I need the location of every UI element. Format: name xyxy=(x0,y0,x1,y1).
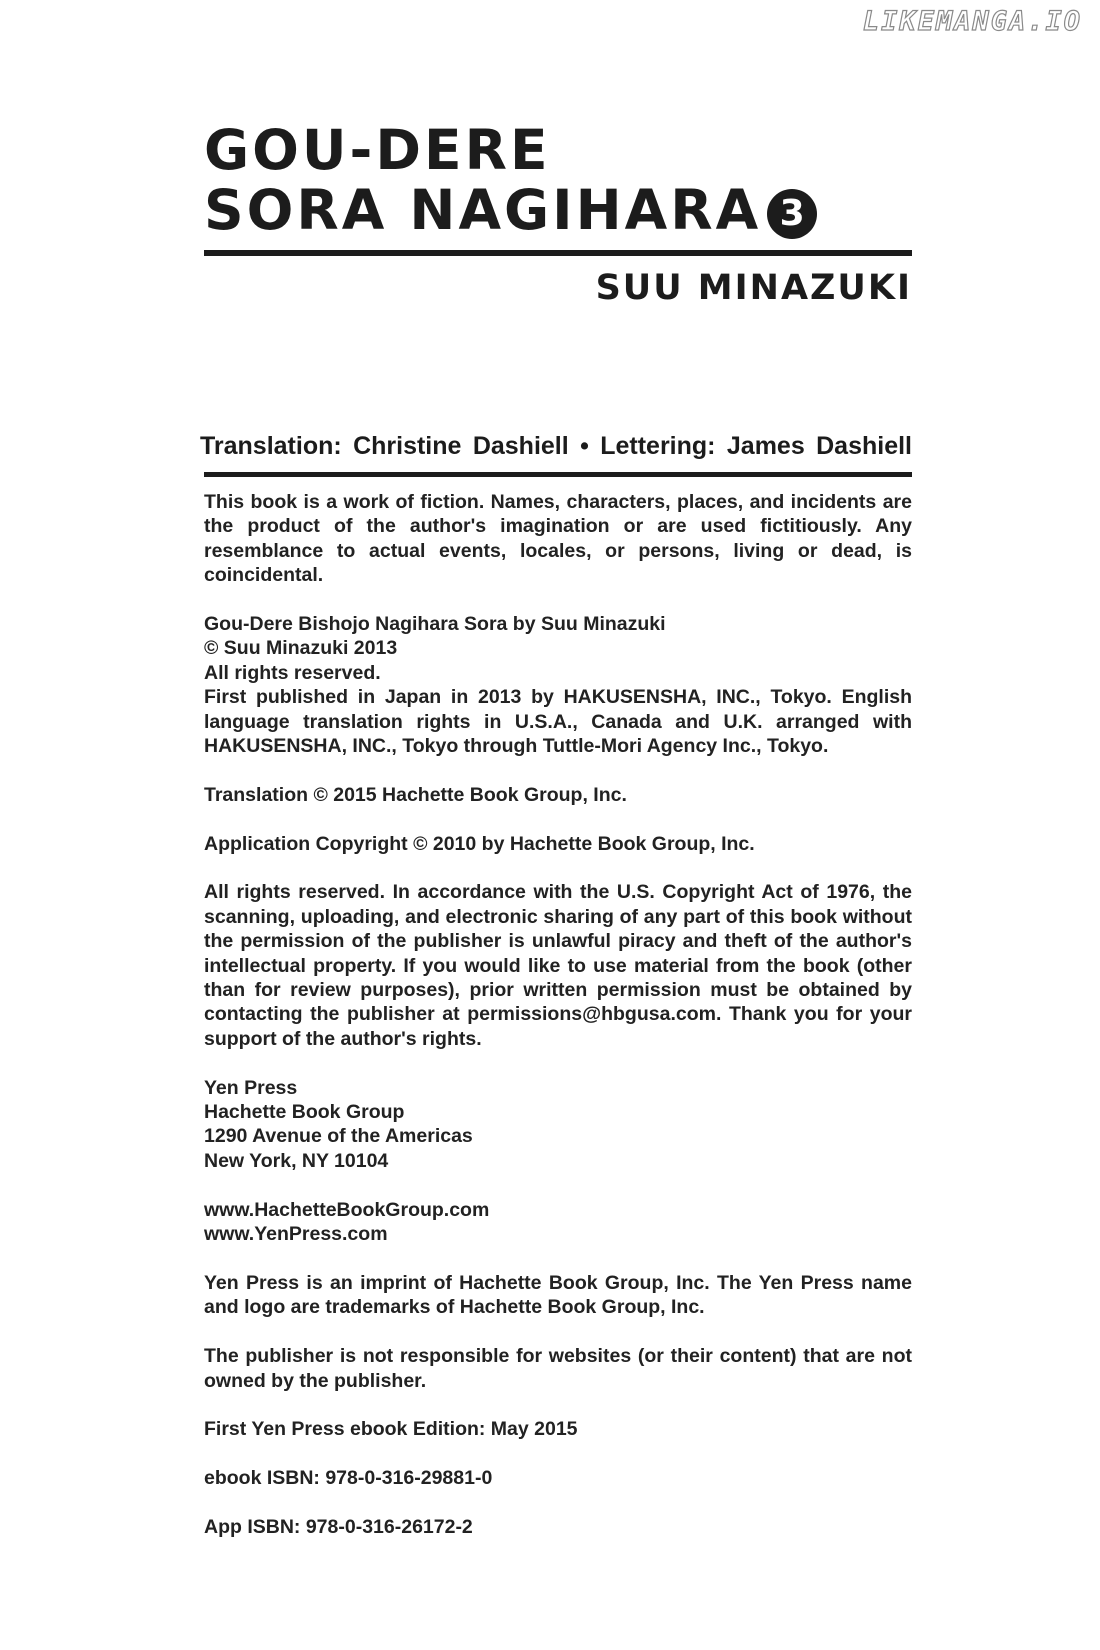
publisher-websites xyxy=(204,1198,912,1247)
title-line-1: GOU-DERE xyxy=(204,118,551,182)
original-publisher-line-1: First published in Japan in 2013 by HAKUSENSHA, INC., Tokyo. English xyxy=(204,686,912,709)
volume-number-badge: 3 xyxy=(767,189,817,239)
title-divider xyxy=(204,250,912,256)
author-name: SUU MINAZUKI xyxy=(595,268,912,308)
translation-copyright: Translation © 2015 Hachette Book Group, Inc. xyxy=(204,783,627,806)
translation-credits: Translation: Christine Dashiell • Lettering: James Dashiell xyxy=(200,432,912,460)
address-line-1: Yen Press xyxy=(204,1076,298,1099)
address-line-4: New York, NY 10104 xyxy=(204,1149,389,1172)
original-publisher-line-3: HAKUSENSHA, INC., Tokyo through Tuttle-Mori Agency Inc., Tokyo. xyxy=(204,735,829,758)
website-hachette: www.HachetteBookGroup.com xyxy=(204,1198,490,1221)
fiction-notice: This book is a work of fiction. Names, characters, places, and incidents are the product of the author's imagination or are used fictitiously. Any resemblance to actual events, locales, or persons, living or dead, is coincidental. xyxy=(204,491,912,587)
app-isbn: App ISBN: 978-0-316-26172-2 xyxy=(204,1515,473,1538)
ebook-isbn: ebook ISBN: 978-0-316-29881-0 xyxy=(204,1467,493,1490)
application-copyright: Application Copyright © 2010 by Hachette Book Group, Inc. xyxy=(204,832,755,855)
website-yenpress: www.YenPress.com xyxy=(204,1223,388,1246)
copyright-text xyxy=(204,490,912,1564)
site-watermark: LIKEMANGA.IO xyxy=(862,6,1082,37)
address-line-2: Hachette Book Group xyxy=(204,1101,405,1124)
original-publication-info xyxy=(204,612,912,758)
website-responsibility-notice: The publisher is not responsible for websites (or their content) that are not owned by the publisher. xyxy=(204,1345,912,1392)
imprint-notice: Yen Press is an imprint of Hachette Book Group, Inc. The Yen Press name and logo are trademarks of Hachette Book Group, Inc. xyxy=(204,1271,912,1319)
credits-divider xyxy=(204,472,912,477)
original-title-line: Gou-Dere Bishojo Nagihara Sora by Suu Minazuki xyxy=(204,613,666,636)
rights-notice: All rights reserved. In accordance with the U.S. Copyright Act of 1976, the scanning, uploading, and electronic sharing of any part of this book without the permission of the publisher is unlawful piracy and theft of the author's intellectual property. If you would like to use material from the book (other than for review purposes), prior written permission must be obtained by contacting the publisher at permissions@hbgusa.com. Thank you for your support of the author's rights. xyxy=(204,881,912,1050)
title-line-2-text: SORA NAGIHARA xyxy=(204,178,762,242)
publisher-address xyxy=(204,1076,912,1174)
original-publisher-line-2: language translation rights in U.S.A., Canada and U.K. arranged with xyxy=(204,710,912,733)
edition-info: First Yen Press ebook Edition: May 2015 xyxy=(204,1418,578,1441)
original-copyright-line: © Suu Minazuki 2013 xyxy=(204,637,398,660)
address-line-3: 1290 Avenue of the Americas xyxy=(204,1125,473,1148)
book-title xyxy=(204,120,912,240)
title-line-2 xyxy=(204,180,912,240)
original-rights-line: All rights reserved. xyxy=(204,661,381,684)
